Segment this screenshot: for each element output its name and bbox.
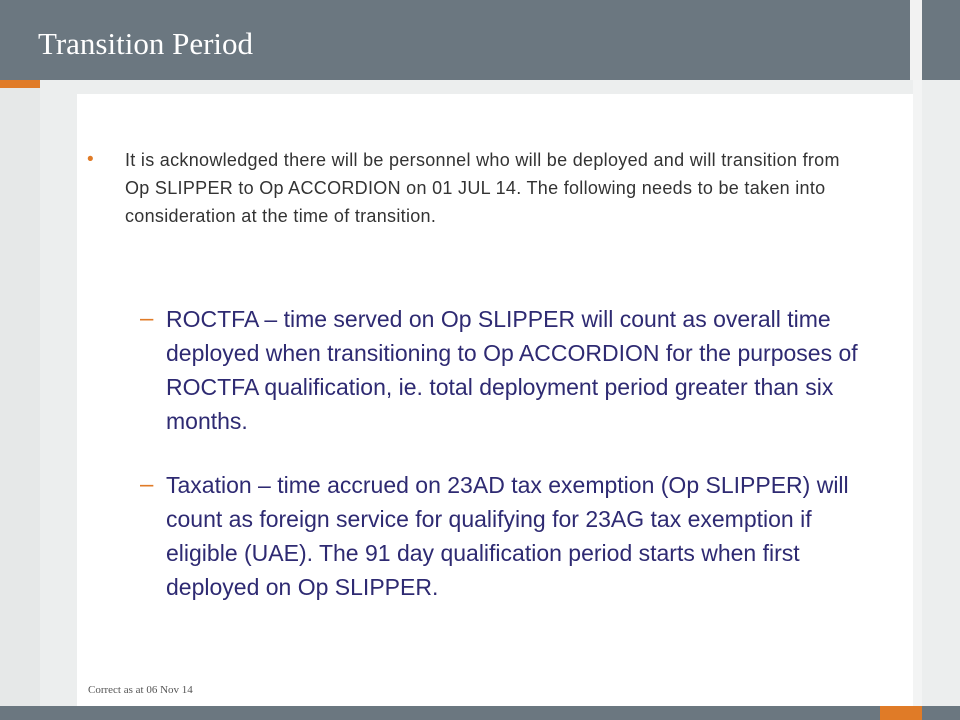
dash-marker: – xyxy=(140,305,154,332)
left-margin xyxy=(0,80,40,706)
sub-item-text: ROCTFA – time served on Op SLIPPER will count as overall time deployed when transitioning to Op ACCORDION for the purposes of ROCTFA qualification, ie. total deployment period greater than six months. xyxy=(166,306,858,434)
header-divider xyxy=(910,0,922,80)
dash-marker: – xyxy=(140,471,154,498)
right-strip xyxy=(922,80,960,706)
bottom-bar xyxy=(0,706,960,720)
bullet-text: It is acknowledged there will be personnel who will be deployed and will transition from Op SLIPPER to Op ACCORDION on 01 JUL 14. The following needs to be taken into consideration at the time of transition. xyxy=(125,150,840,226)
bullet-marker: • xyxy=(87,149,94,170)
orange-accent-bar xyxy=(0,80,40,88)
right-margin xyxy=(913,80,922,706)
bottom-orange-accent xyxy=(880,706,922,720)
slide-title: Transition Period xyxy=(38,26,254,61)
footer-date-note: Correct as at 06 Nov 14 xyxy=(88,684,193,696)
header-right-block xyxy=(922,0,960,80)
sub-item-text: Taxation – time accrued on 23AD tax exemption (Op SLIPPER) will count as foreign service for qualifying for 23AG tax exemption if eligible (UAE). The 91 day qualification period starts when first deployed on Op SLIPPER. xyxy=(166,472,849,600)
